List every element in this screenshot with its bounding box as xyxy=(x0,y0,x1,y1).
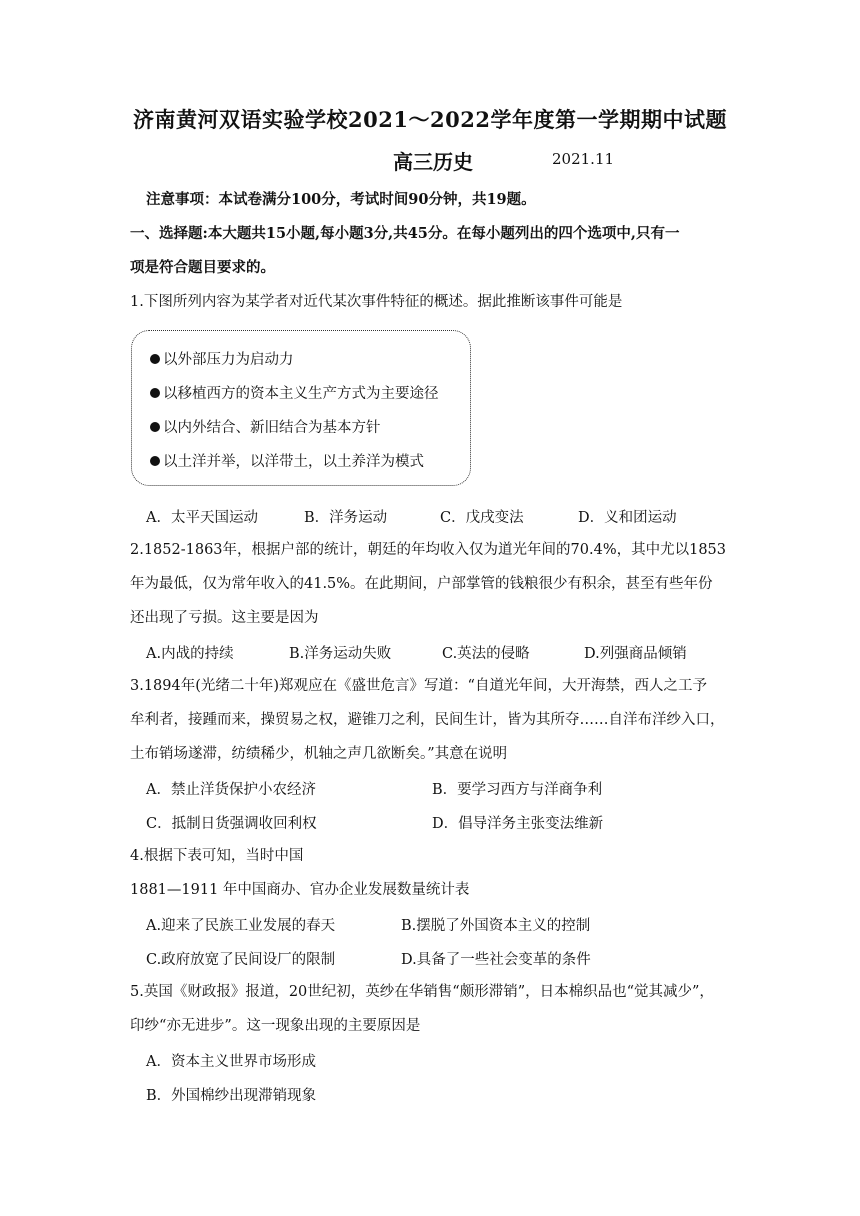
bullet-icon xyxy=(150,422,160,432)
q5-line: 5.英国《财政报》报道，20世纪初，英纱在华销售“颇形滞销”，日本棉织品也“觉其减少”， xyxy=(130,984,714,1000)
q3-line: 3.1894年(光绪二十年)郑观应在《盛世危言》写道：“自道光年间，大开海禁，西人之工予 xyxy=(130,678,707,694)
q2-line: 年为最低，仅为常年收入的41.5%。在此期间，户部掌管的钱粮很少有积余，甚至有些年份 xyxy=(130,576,713,592)
q3-option-b: B．要学习西方与洋商争利 xyxy=(432,782,603,798)
q4-stem: 4.根据下表可知，当时中国 xyxy=(130,848,304,864)
q1-box-item: 以外部压力为启动力 xyxy=(150,348,294,369)
q3-option-d: D．倡导洋务主张变法维新 xyxy=(432,816,604,832)
q1-option-a: A．太平天国运动 xyxy=(146,510,258,526)
q5-option-b: B．外国棉纱出现滞销现象 xyxy=(146,1088,317,1104)
q2-option-a: A.内战的持续 xyxy=(146,646,234,662)
exam-date: 2021.11 xyxy=(552,150,615,168)
q4-table-caption: 1881—1911 年中国商办、官办企业发展数量统计表 xyxy=(130,882,470,898)
q1-box-item: 以内外结合、新旧结合为基本方针 xyxy=(150,416,381,437)
q4-option-c: C.政府放宽了民间设厂的限制 xyxy=(146,952,336,968)
subject-label: 高三历史 xyxy=(393,150,473,174)
q3-line: 牟利者，接踵而来，操贸易之权，避锥刀之利，民间生计，皆为其所夺……自洋布洋纱入口， xyxy=(130,712,725,728)
q2-line: 2.1852-1863年，根据户部的统计，朝廷的年均收入仅为道光年间的70.4%，其中尤以1853 xyxy=(130,542,726,558)
bullet-icon xyxy=(150,354,160,364)
q5-line: 印纱“亦无进步”。这一现象出现的主要原因是 xyxy=(130,1018,421,1034)
bullet-icon xyxy=(150,388,160,398)
q3-option-a: A．禁止洋货保护小农经济 xyxy=(146,782,316,798)
section-heading-line2: 项是符合题目要求的。 xyxy=(130,259,275,276)
q1-option-d: D．义和团运动 xyxy=(578,510,677,526)
q2-line: 还出现了亏损。这主要是因为 xyxy=(130,610,319,626)
notice: 注意事项：本试卷满分100分，考试时间90分钟，共19题。 xyxy=(146,191,536,208)
q1-feature-box xyxy=(131,330,471,486)
q3-option-c: C．抵制日货强调收回利权 xyxy=(146,816,317,832)
q5-option-a: A．资本主义世界市场形成 xyxy=(146,1054,316,1070)
q4-option-a: A.迎来了民族工业发展的春天 xyxy=(146,918,336,934)
subtitle-row xyxy=(0,146,860,174)
q2-option-c: C.英法的侵略 xyxy=(442,646,530,662)
q2-option-b: B.洋务运动失败 xyxy=(289,646,392,662)
q1-option-b: B．洋务运动 xyxy=(304,510,388,526)
q1-box-item: 以土洋并举，以洋带土，以土养洋为模式 xyxy=(150,450,424,471)
q1-stem: 1.下图所列内容为某学者对近代某次事件特征的概述。据此推断该事件可能是 xyxy=(130,294,623,310)
exam-title: 济南黄河双语实验学校2021～2022学年度第一学期期中试题 xyxy=(133,107,727,132)
q3-line: 土布销场遂滞，纺绩稀少，机轴之声几欲断矣。”其意在说明 xyxy=(130,746,508,762)
q4-option-b: B.摆脱了外国资本主义的控制 xyxy=(401,918,591,934)
section-heading-line1: 一、选择题:本大题共15小题,每小题3分,共45分。在每小题列出的四个选项中,只有一 xyxy=(130,225,680,242)
q1-option-c: C．戊戌变法 xyxy=(440,510,524,526)
bullet-icon xyxy=(150,456,160,466)
q4-option-d: D.具备了一些社会变革的条件 xyxy=(401,952,591,968)
q2-option-d: D.列强商品倾销 xyxy=(584,646,687,662)
q1-box-item: 以移植西方的资本主义生产方式为主要途径 xyxy=(150,382,439,403)
